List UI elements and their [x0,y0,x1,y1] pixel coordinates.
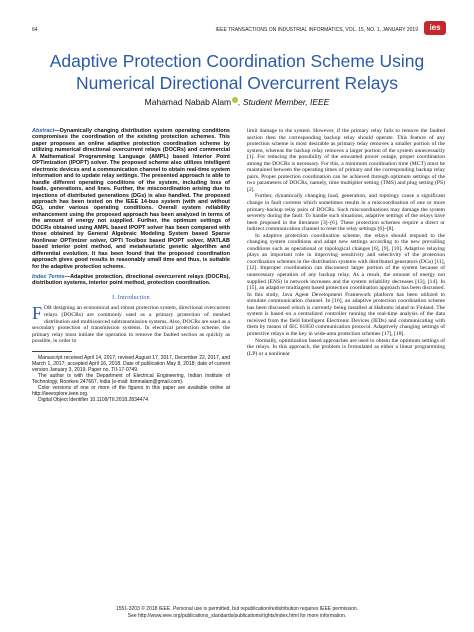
paper-title [30,50,444,94]
drop-cap: F [32,303,43,324]
footnote-manuscript: Manuscript received April 14, 2017; revised August 17, 2017, December 22, 2017, and March 1, 2017; accepted April 16, 2018. Date of publication May 8, 2018; date of current version January 3, 2019. Paper no. TII-17-0749. [32,354,230,373]
intro-paragraph [32,305,230,344]
body-paragraph-4: Normally, optimization based approaches are used to obtain the optimum settings of the relays. In this approach, the problem is formulated as either a linear programming (LP) or a nonlinear [247,337,445,357]
abstract-text: —Dynamically changing distribution system operating conditions compromises the coordination of the existing protection schemes. This paper proposes an online adaptive protection coordination scheme by utilizing numerical directional overcurrent relays (DOCRs) and commercial A Mathematical Programming Language (AMPL) based Interior Point OPTimization (IPOPT) solver. The proposed scheme also utilizes intelligent electronic devices and a communication channel to obtain real-time system information and to update relay settings. The presented approach is able to handle different operating conditions of the system, including loss of loads, generations, and lines. Further, the miscoordination arising due to injections of distributed generations (DGs) is also handled. The proposed approach has been tested on the IEEE 14-bus system (with and without DG), under various operating conditions. Overall system reliability enhancement using the proposed approach has been analyzed in terms of the amount of energy not supplied. Further, the optimum settings of DOCRs obtained using AMPL based IPOPT solver has been compared with those obtained by General Algebraic Modeling System based Sparse Nonlinear OPTimizer solver, OPTI Toolbox based IPOPT solver, MATLAB based interior point method, and metaheuristic genetic algorithm and differential evolution. It has been found that the proposed coordination approach gives good results in reasonably small time and thus, is suitable for the adaptive protection scheme. [32,128,230,270]
author-affiliation: , Student Member, IEEE [238,97,330,107]
intro-text: OR designing an economical and robust protection system, directional overcurrent relays (DOCRs) are commonly used as a primary protection of meshed distribution and multisourced subtransmission systems. Also, DOCRs are used as a secondary protection of transmission systems. In electrical protection scheme, the primary relay must initiate the operation to remove the faulted section as quickly as possible, in order to [32,305,230,345]
right-column [247,128,445,357]
running-header [32,27,442,33]
body-paragraph-2: Further, dynamically changing load, generation, and topology cause a significant change in fault currents which sometimes results in a miscoordination of one or more primary-backup relay pairs of DOCRs. Such miscoordinations may damage the system severely during the fault. To handle such situations, adaptive settings of the relays have been proposed in the literature [3]–[6]. These protection schemes require a direct or indirect communication channel to reset the relay settings [6]–[8]. [247,193,445,233]
index-terms [32,274,230,287]
index-terms-lead: Index Terms [32,273,65,280]
footnote-author: The author is with the Department of Electrical Engineering, Indian Institute of Technology, Roorkee 247667, India (e-mail: itsmnalam@gmail.com). [32,372,230,385]
copyright-footer [30,606,444,619]
footnote-color: Color versions of one or more of the figures in this paper are available online at http://ieeexplore.ieee.org. [32,384,230,397]
abstract [32,128,230,270]
body-paragraph-3: In adaptive protection coordination scheme, the relays should respond to the changing system conditions and adapt new settings according to the new prevailing conditions such as operational or topological changes [6], [9], [10]. Adaptive relaying plays an important role in improving sensitivity and selectivity of the protection coordination schemes in the distribution systems with distributed generators (DGs) [11], [12]. Improper coordination can disconnect larger portion of the system because of unnecessary operation of any backup relay. As a result, the amount of energy not supplied (ENS) in network increases and the system reliability decreases [13], [14]. In [15], an adaptive multiagent based protection coordination approach has been discussed. In this study, Java Agent Development Framework platform has been utilized to simulate communication channel. In [16], an adaptive protection coordination scheme has been discussed which is currently being installed at Haltunto island in Finland. The system is based on a centralized controller running the real-time analysis of the data received from the field Intelligent Electronic Devices (IEDs) and communicating with them by means of IEC 61850 communication protocol. Adaptively changing settings of protective relays is the key in wide-area protection schemes [17], [18]. [247,232,445,337]
abstract-lead: Abstract [32,128,55,134]
section-heading-introduction: I. Introduction [112,294,150,301]
left-column [32,128,230,403]
footnote-rule [32,351,72,352]
page-number: 64 [32,27,38,33]
footer-line-1: 1551-3203 © 2018 IEEE. Personal use is permitted, but republication/redistribution requires IEEE permission. [115,606,359,612]
body-paragraph-1: limit damage to the system. However, if the primary relay fails to remove the faulted section then the corresponding backup relay should operate. This feature of any protection scheme is most desirable as primary relay removes a smaller portion of the system, whereas the backup relay removes a larger portion of the system unnecessarily [1]. For reducing the possibility of the unwanted power outage, proper coordination among the DOCRs is necessary. For this, a minimum coordination time (MCT) must be maintained between the operating times of primary and the corresponding backup relay pairs. Proper protection coordination can be achieved through optimum settings of the two parameters of DOCRs, namely, time multiplier setting (TMS) and plug setting (PS) [2]. [247,128,445,193]
index-terms-text: —Adaptive protection, directional overcurrent relays (DOCRs), distribution systems, interior point method, protection coordination. [32,273,230,287]
author-line [30,97,444,107]
title-line-2: Numerical Directional Overcurrent Relays [76,73,398,93]
journal-name: IEEE TRANSACTIONS ON INDUSTRIAL INFORMATICS, VOL. 15, NO. 1, JANUARY 2019 [215,27,418,33]
footnote-doi: Digital Object Identifier 10.1109/TII.2018.2834474 [38,396,148,403]
author-name: Mahamad Nabab Alam [144,97,232,107]
title-line-1: Adaptive Protection Coordination Scheme Using [49,51,425,71]
ies-logo: ies [424,21,446,35]
footer-line-2[interactable]: See http://www.ieee.org/publications_standards/publications/rights/index.html for more information. [127,612,347,619]
